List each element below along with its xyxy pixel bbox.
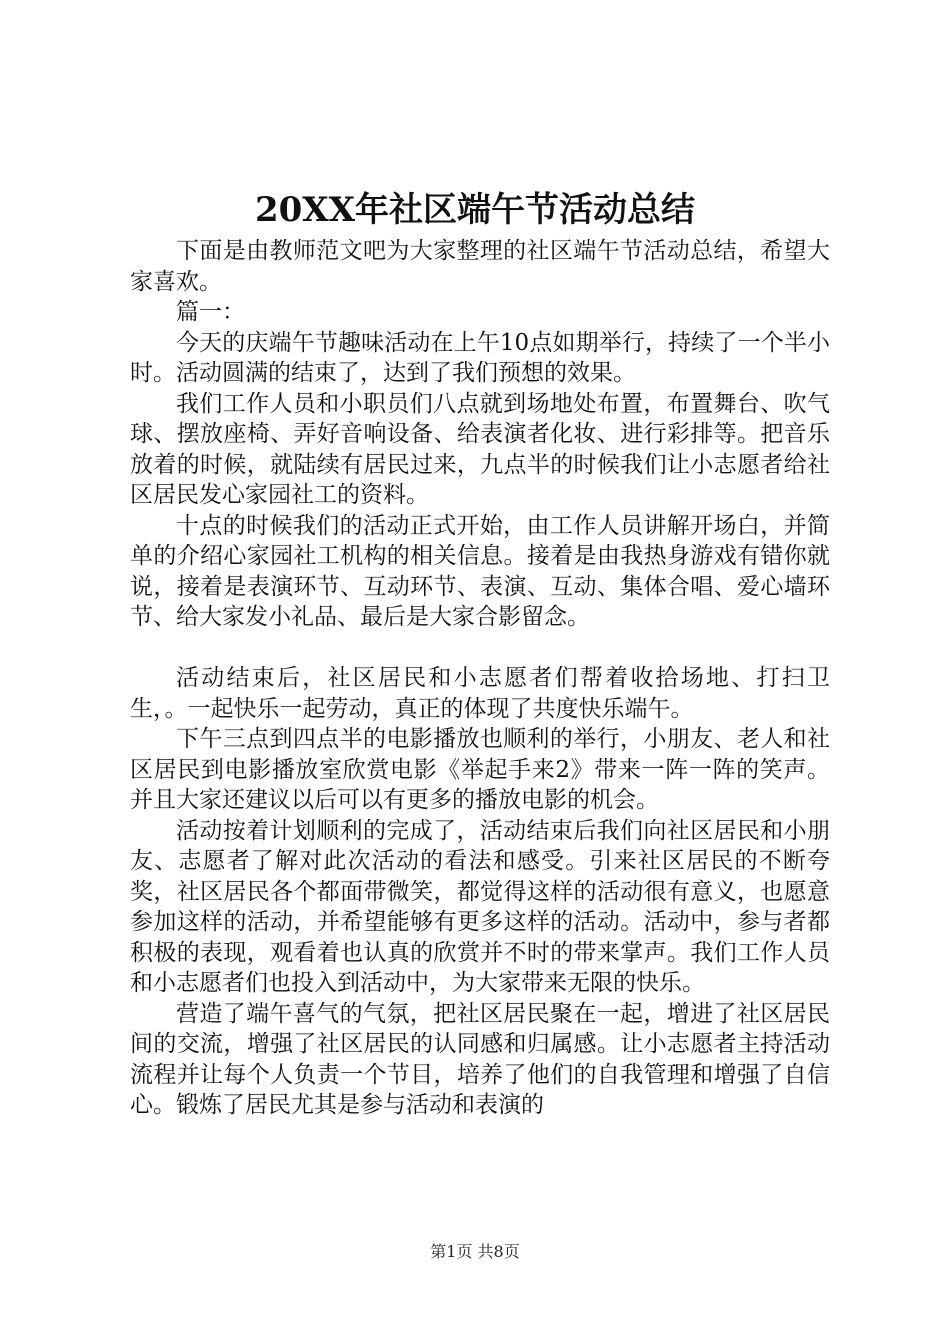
paragraph-1: 今天的庆端午节趣味活动在上午10点如期举行，持续了一个半小时。活动圆满的结束了，达到了我们预想的效果。 <box>130 329 830 386</box>
paragraph-gap <box>130 633 830 664</box>
paragraph-2: 我们工作人员和小职员们八点就到场地处布置，布置舞台、吹气球、摆放座椅、弄好音响设备、给表演者化妆、进行彩排等。把音乐放着的时候，就陆续有居民过来，九点半的时候我们让小志愿者给社区居民发心家园社工的资料。 <box>130 390 830 508</box>
document-body <box>130 236 830 1121</box>
paragraph-section-heading: 篇一： <box>176 299 245 325</box>
document-title: 20XX年社区端午节活动总结 <box>254 190 696 230</box>
paragraph-intro: 下面是由教师范文吧为大家整理的社区端午节活动总结，希望大家喜欢。 <box>130 238 830 295</box>
paragraph-5: 下午三点到四点半的电影播放也顺利的举行，小朋友、老人和社区居民到电影播放室欣赏电影《举起手来2》带来一阵一阵的笑声。并且大家还建议以后可以有更多的播放电影的机会。 <box>130 726 830 813</box>
page-number-footer: 第1页 共8页 <box>430 1242 520 1261</box>
paragraph-3: 十点的时候我们的活动正式开始，由工作人员讲解开场白，并简单的介绍心家园社工机构的相关信息。接着是由我热身游戏有错你就说，接着是表演环节、互动环节、表演、互动、集体合唱、爱心墙环节、给大家发小礼品、最后是大家合影留念。 <box>130 512 830 630</box>
paragraph-6: 活动按着计划顺利的完成了，活动结束后我们向社区居民和小朋友、志愿者了解对此次活动的看法和感受。引来社区居民的不断夸奖，社区居民各个都面带微笑，都觉得这样的活动很有意义，也愿意参加这样的活动，并希望能够有更多这样的活动。活动中，参与者都积极的表现，观看着也认真的欣赏并不时的带来掌声。我们工作人员和小志愿者们也投入到活动中，为大家带来无限的快乐。 <box>130 817 830 996</box>
paragraph-4: 活动结束后，社区居民和小志愿者们帮着收拾场地、打扫卫生，。一起快乐一起劳动，真正的体现了共度快乐端午。 <box>130 665 830 722</box>
paragraph-7: 营造了端午喜气的气氛，把社区居民聚在一起，增进了社区居民间的交流，增强了社区居民的认同感和归属感。让小志愿者主持活动流程并让每个人负责一个节目，培养了他们的自我管理和增强了自信心。锻炼了居民尤其是参与活动和表演的 <box>130 1000 830 1118</box>
